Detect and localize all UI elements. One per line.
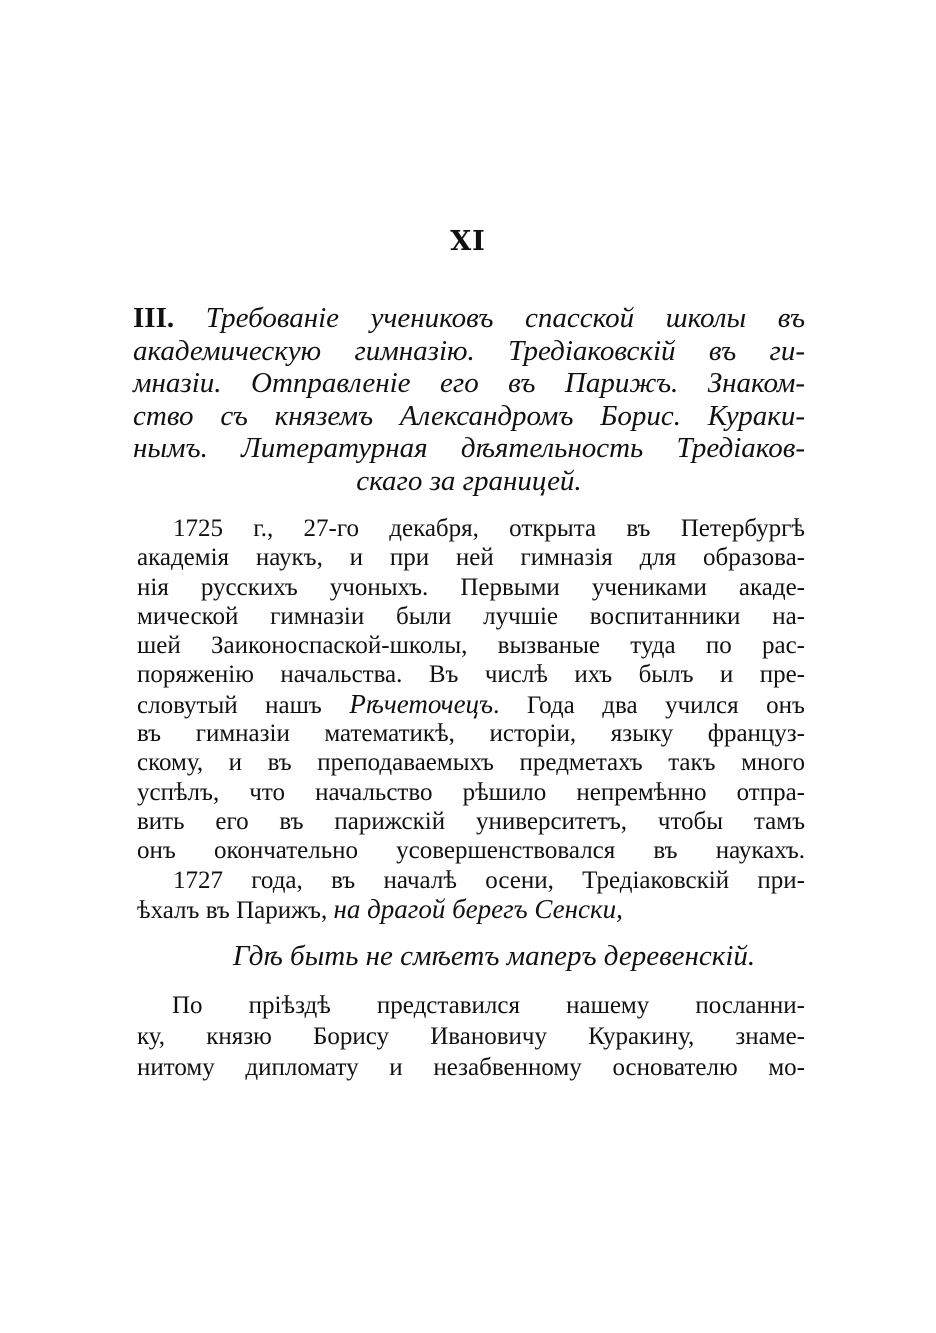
body-line: въ гимназіи математикѣ, исторіи, языку француз- bbox=[137, 720, 805, 748]
body-line: поряженію начальства. Въ числѣ ихъ былъ и пре- bbox=[137, 661, 805, 689]
summary-text: Требованіе учениковъ спасской школы въ bbox=[205, 302, 805, 334]
italic-phrase: на драгой берегъ Сенски, bbox=[333, 893, 623, 924]
summary-line: мназіи. Отправленіе его въ Парижъ. Знаком- bbox=[133, 367, 805, 399]
section-numeral: III. bbox=[133, 302, 175, 334]
verse-quote: Гдѣ быть не смѣетъ маперъ деревенскій. bbox=[232, 940, 756, 972]
body-paragraph bbox=[137, 990, 805, 1083]
body-line: ку, князю Борису Ивановичу Куракину, знаме- bbox=[137, 1023, 805, 1050]
italic-word: Рѣчеточецъ bbox=[349, 688, 494, 719]
body-text: ѣхалъ въ Парижъ, bbox=[137, 896, 328, 924]
body-line: скому, и въ преподаваемыхъ предметахъ такъ много bbox=[137, 749, 805, 777]
body-line: нія русскихъ учоныхъ. Первыми учениками акаде- bbox=[137, 573, 805, 601]
body-line: 1727 года, въ началѣ осени, Тредіаковскій при- bbox=[173, 866, 805, 894]
body-line: По пріѣздѣ представился нашему посланни- bbox=[172, 992, 805, 1019]
body-line: успѣлъ, что начальство рѣшило непремѣнно отпра- bbox=[137, 778, 805, 806]
page-number: XI bbox=[450, 226, 486, 257]
summary-line: нымъ. Литературная дѣятельность Тредіаков- bbox=[133, 432, 805, 464]
body-text: словутый нашъ bbox=[137, 691, 322, 719]
body-line bbox=[137, 690, 805, 719]
body-line: онъ окончательно усовершенствовался въ наукахъ. bbox=[137, 837, 805, 865]
body-line: академія наукъ, и при ней гимназія для образова- bbox=[137, 544, 805, 572]
summary-line: ство съ княземъ Александромъ Борис. Кураки- bbox=[133, 399, 805, 432]
body-line: вить его въ парижскій университетъ, чтобы тамъ bbox=[137, 807, 805, 835]
summary-line bbox=[133, 302, 805, 335]
chapter-summary bbox=[133, 302, 805, 497]
body-text: . Года два учился онъ bbox=[493, 691, 805, 719]
body-paragraph bbox=[137, 514, 805, 924]
summary-line: академическую гимназію. Тредіаковскій въ ги- bbox=[133, 334, 805, 367]
body-line: 1725 г., 27-го декабря, открыта въ Петербургѣ bbox=[173, 515, 805, 542]
body-line: шей Заиконоспаской-школы, вызваные туда по рас- bbox=[137, 632, 805, 660]
body-line bbox=[137, 895, 805, 924]
body-line: мической гимназіи были лучшіе воспитанники на- bbox=[137, 602, 805, 630]
body-line: нитому дипломату и незабвенному основателю мо- bbox=[137, 1054, 805, 1081]
summary-line: скаго за границей. bbox=[356, 464, 582, 497]
